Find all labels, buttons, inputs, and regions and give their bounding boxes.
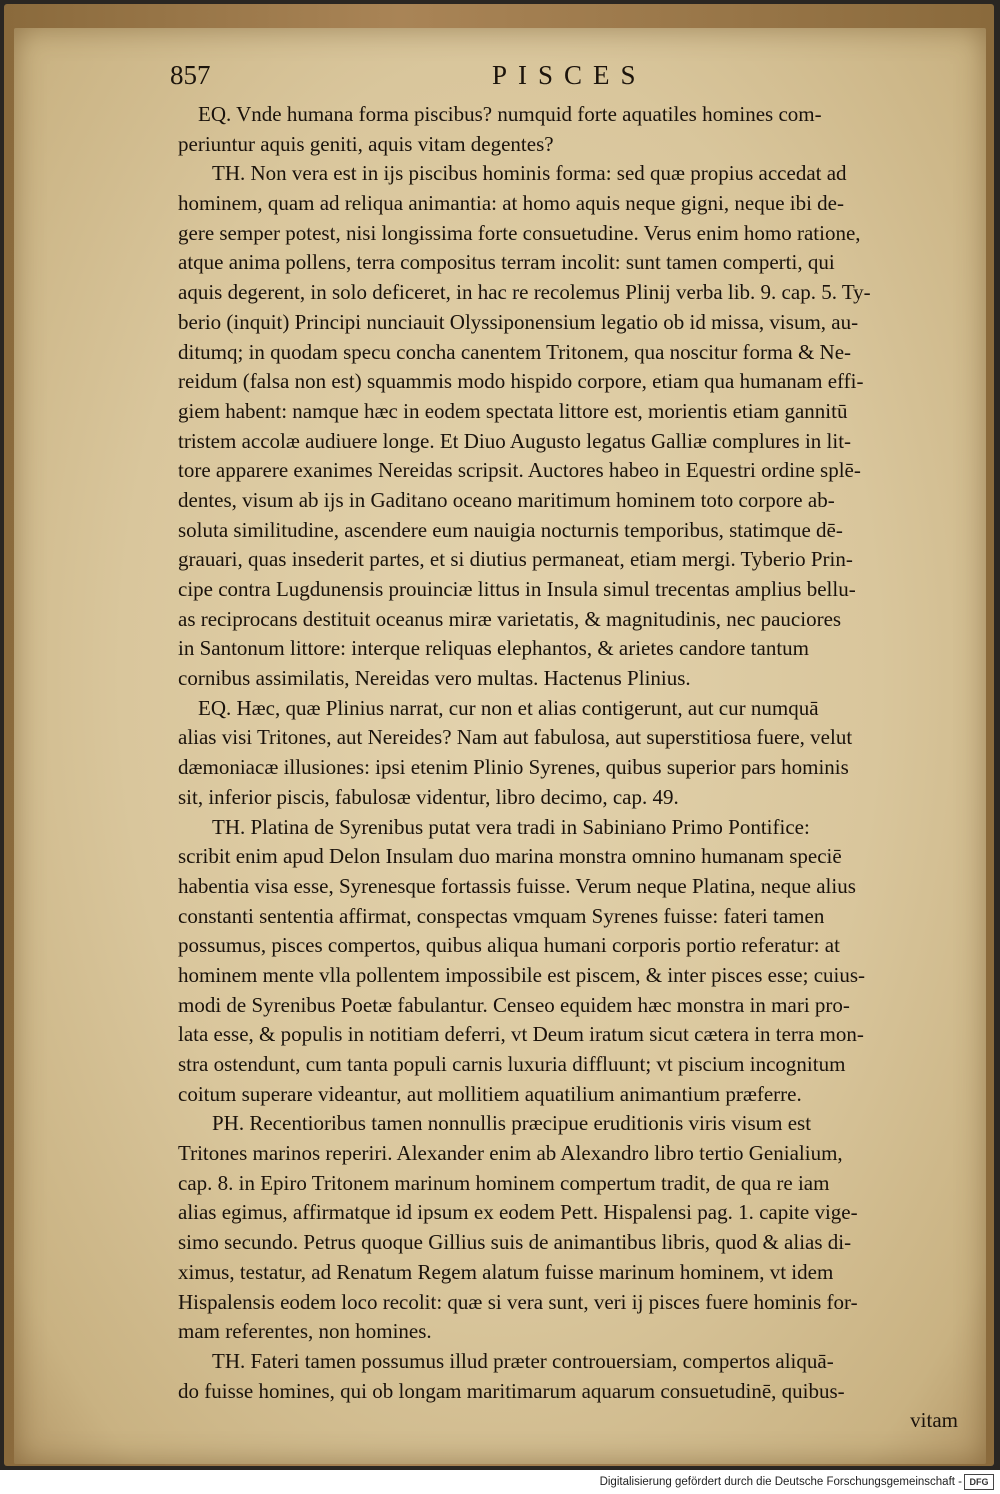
- text-line: EQ. Vnde humana forma piscibus? numquid forte aquatiles homines com-: [198, 102, 822, 126]
- text-line: cap. 8. in Epiro Tritonem marinum hominem compertum tradit, de qua re iam: [178, 1170, 830, 1195]
- page-number: 857: [170, 60, 211, 90]
- running-head: PISCES: [492, 60, 647, 90]
- dfg-logo: DFG: [964, 1474, 994, 1490]
- text-line: TH. Non vera est in ijs piscibus hominis forma: sed quæ propius accedat ad: [212, 161, 847, 186]
- text-line: hominem mente vlla pollentem impossibile est piscem, & inter pisces esse; cuius-: [178, 962, 866, 987]
- text-line: TH. Platina de Syrenibus putat vera tradi in Sabiniano Primo Pontifice:: [212, 814, 810, 839]
- text-line: TH. Fateri tamen possumus illud præter controuersiam, compertos aliquā-: [212, 1348, 834, 1373]
- text-line: EQ. Hæc, quæ Plinius narrat, cur non et alias contigerunt, aut cur numquā: [198, 695, 819, 720]
- text-line: in Santonum littore: interque reliquas elephantos, & arietes candore tantum: [178, 636, 809, 661]
- text-line: possumus, pisces compertos, quibus aliqua humani corporis portio referatur: at: [178, 933, 840, 958]
- page-header: [170, 54, 950, 96]
- text-line: ximus, testatur, ad Renatum Regem alatum fuisse marinum hominem, vt idem: [178, 1259, 834, 1284]
- text-line: gere semper potest, nisi longissima forte consuetudine. Verus enim homo ratione,: [178, 220, 861, 245]
- text-line: tore apparere exanimes Nereidas scripsit. Auctores habeo in Equestri ordine splē-: [178, 458, 861, 483]
- text-line: PH. Recentioribus tamen nonnullis præcipue eruditionis viris visum est: [212, 1111, 812, 1136]
- text-line: giem habent: namque hæc in eodem spectata littore est, morientis etiam gannitū: [178, 398, 848, 423]
- text-line: simo secundo. Petrus quoque Gillius suis de animantibus libris, quod & alias di-: [178, 1230, 852, 1255]
- text-line: cipe contra Lugdunensis prouinciæ littus in Insula simul trecentas amplius bellu-: [178, 577, 856, 601]
- text-line: Tritones marinos reperiri. Alexander enim ab Alexandro libro tertio Genialium,: [178, 1141, 843, 1166]
- text-line: ditumq; in quodam specu concha canentem Tritonem, qua noscitur forma & Ne-: [178, 339, 852, 364]
- text-line: alias visi Tritones, aut Nereides? Nam aut fabulosa, aut superstitiosa fuere, velut: [178, 725, 853, 750]
- text-line: lata esse, & populis in notitiam deferri, vt Deum iratum sicut cætera in terra mon-: [178, 1022, 864, 1047]
- text-line: constanti sententia affirmat, conspectas vmquam Syrenes fuisse: fateri tamen: [178, 903, 825, 928]
- funding-credit: Digitalisierung gefördert durch die Deutsche Forschungsgemeinschaft -: [599, 1476, 962, 1488]
- text-line: modi de Syrenibus Poetæ fabulantur. Censeo equidem hæc monstra in mari pro-: [178, 992, 850, 1017]
- body-text: [178, 100, 958, 1436]
- text-line: aquis degerent, in solo deficeret, in hac re recolemus Plinij verba lib. 9. cap. 5. Ty-: [178, 280, 871, 305]
- text-line: tristem accolæ audiuere longe. Et Diuo Augusto legatus Galliæ complures in lit-: [178, 428, 852, 453]
- text-line: do fuisse homines, qui ob longam maritimarum aquarum consuetudinē, quibus-: [178, 1378, 845, 1403]
- text-line: coitum superare videantur, aut mollitiem aquatilium animantium præferre.: [178, 1081, 802, 1106]
- text-line: atque anima pollens, terra compositus terram incolit: sunt tamen comperti, qui: [178, 250, 835, 275]
- text-line: as reciprocans destituit oceanus miræ varietatis, & magnitudinis, nec pauciores: [178, 606, 842, 631]
- text-line: Hispalensis eodem loco recolit: quæ si vera sunt, veri ij pisces fuere hominis for-: [178, 1289, 858, 1314]
- text-line: dæmoniacæ illusiones: ipsi etenim Plinio Syrenes, quibus superior pars hominis: [178, 755, 849, 780]
- text-line: alias egimus, affirmatque id ipsum ex eodem Pett. Hispalensi pag. 1. capite vige-: [178, 1200, 858, 1225]
- text-line: scribit enim apud Delon Insulam duo marina monstra omnino humanam speciē: [178, 844, 842, 869]
- text-line: stra ostendunt, cum tanta populi carnis luxuria diffluunt; vt piscium incognitum: [178, 1052, 846, 1076]
- catchword: vitam: [910, 1408, 958, 1433]
- text-line: berio (inquit) Principi nunciauit Olyssiponensium legatio ob id missa, visum, au-: [178, 309, 859, 334]
- footer-bar: [0, 1470, 1000, 1494]
- text-line: soluta similitudine, ascendere eum nauigia nocturnis temporibus, statimque dē-: [178, 517, 843, 542]
- text-line: hominem, quam ad reliqua animantia: at homo aquis neque gigni, neque ibi de-: [178, 191, 844, 216]
- text-line: cornibus assimilatis, Nereidas vero multas. Hactenus Plinius.: [178, 666, 691, 691]
- text-line: periuntur aquis geniti, aquis vitam degentes?: [178, 131, 554, 156]
- text-line: reidum (falsa non est) squammis modo hispido corpore, etiam qua humanam effi-: [178, 369, 864, 394]
- text-line: grauari, quas insederit partes, et si diutius permaneat, etiam mergi. Tyberio Prin-: [178, 547, 853, 572]
- text-line: mam referentes, non homines.: [178, 1319, 432, 1344]
- text-line: dentes, visum ab ijs in Gaditano oceano maritimum hominem toto corpore ab-: [178, 487, 835, 512]
- text-line: sit, inferior piscis, fabulosæ videntur, libro decimo, cap. 49.: [178, 784, 679, 809]
- text-line: habentia visa esse, Syrenesque fortassis fuisse. Verum neque Platina, neque alius: [178, 873, 856, 898]
